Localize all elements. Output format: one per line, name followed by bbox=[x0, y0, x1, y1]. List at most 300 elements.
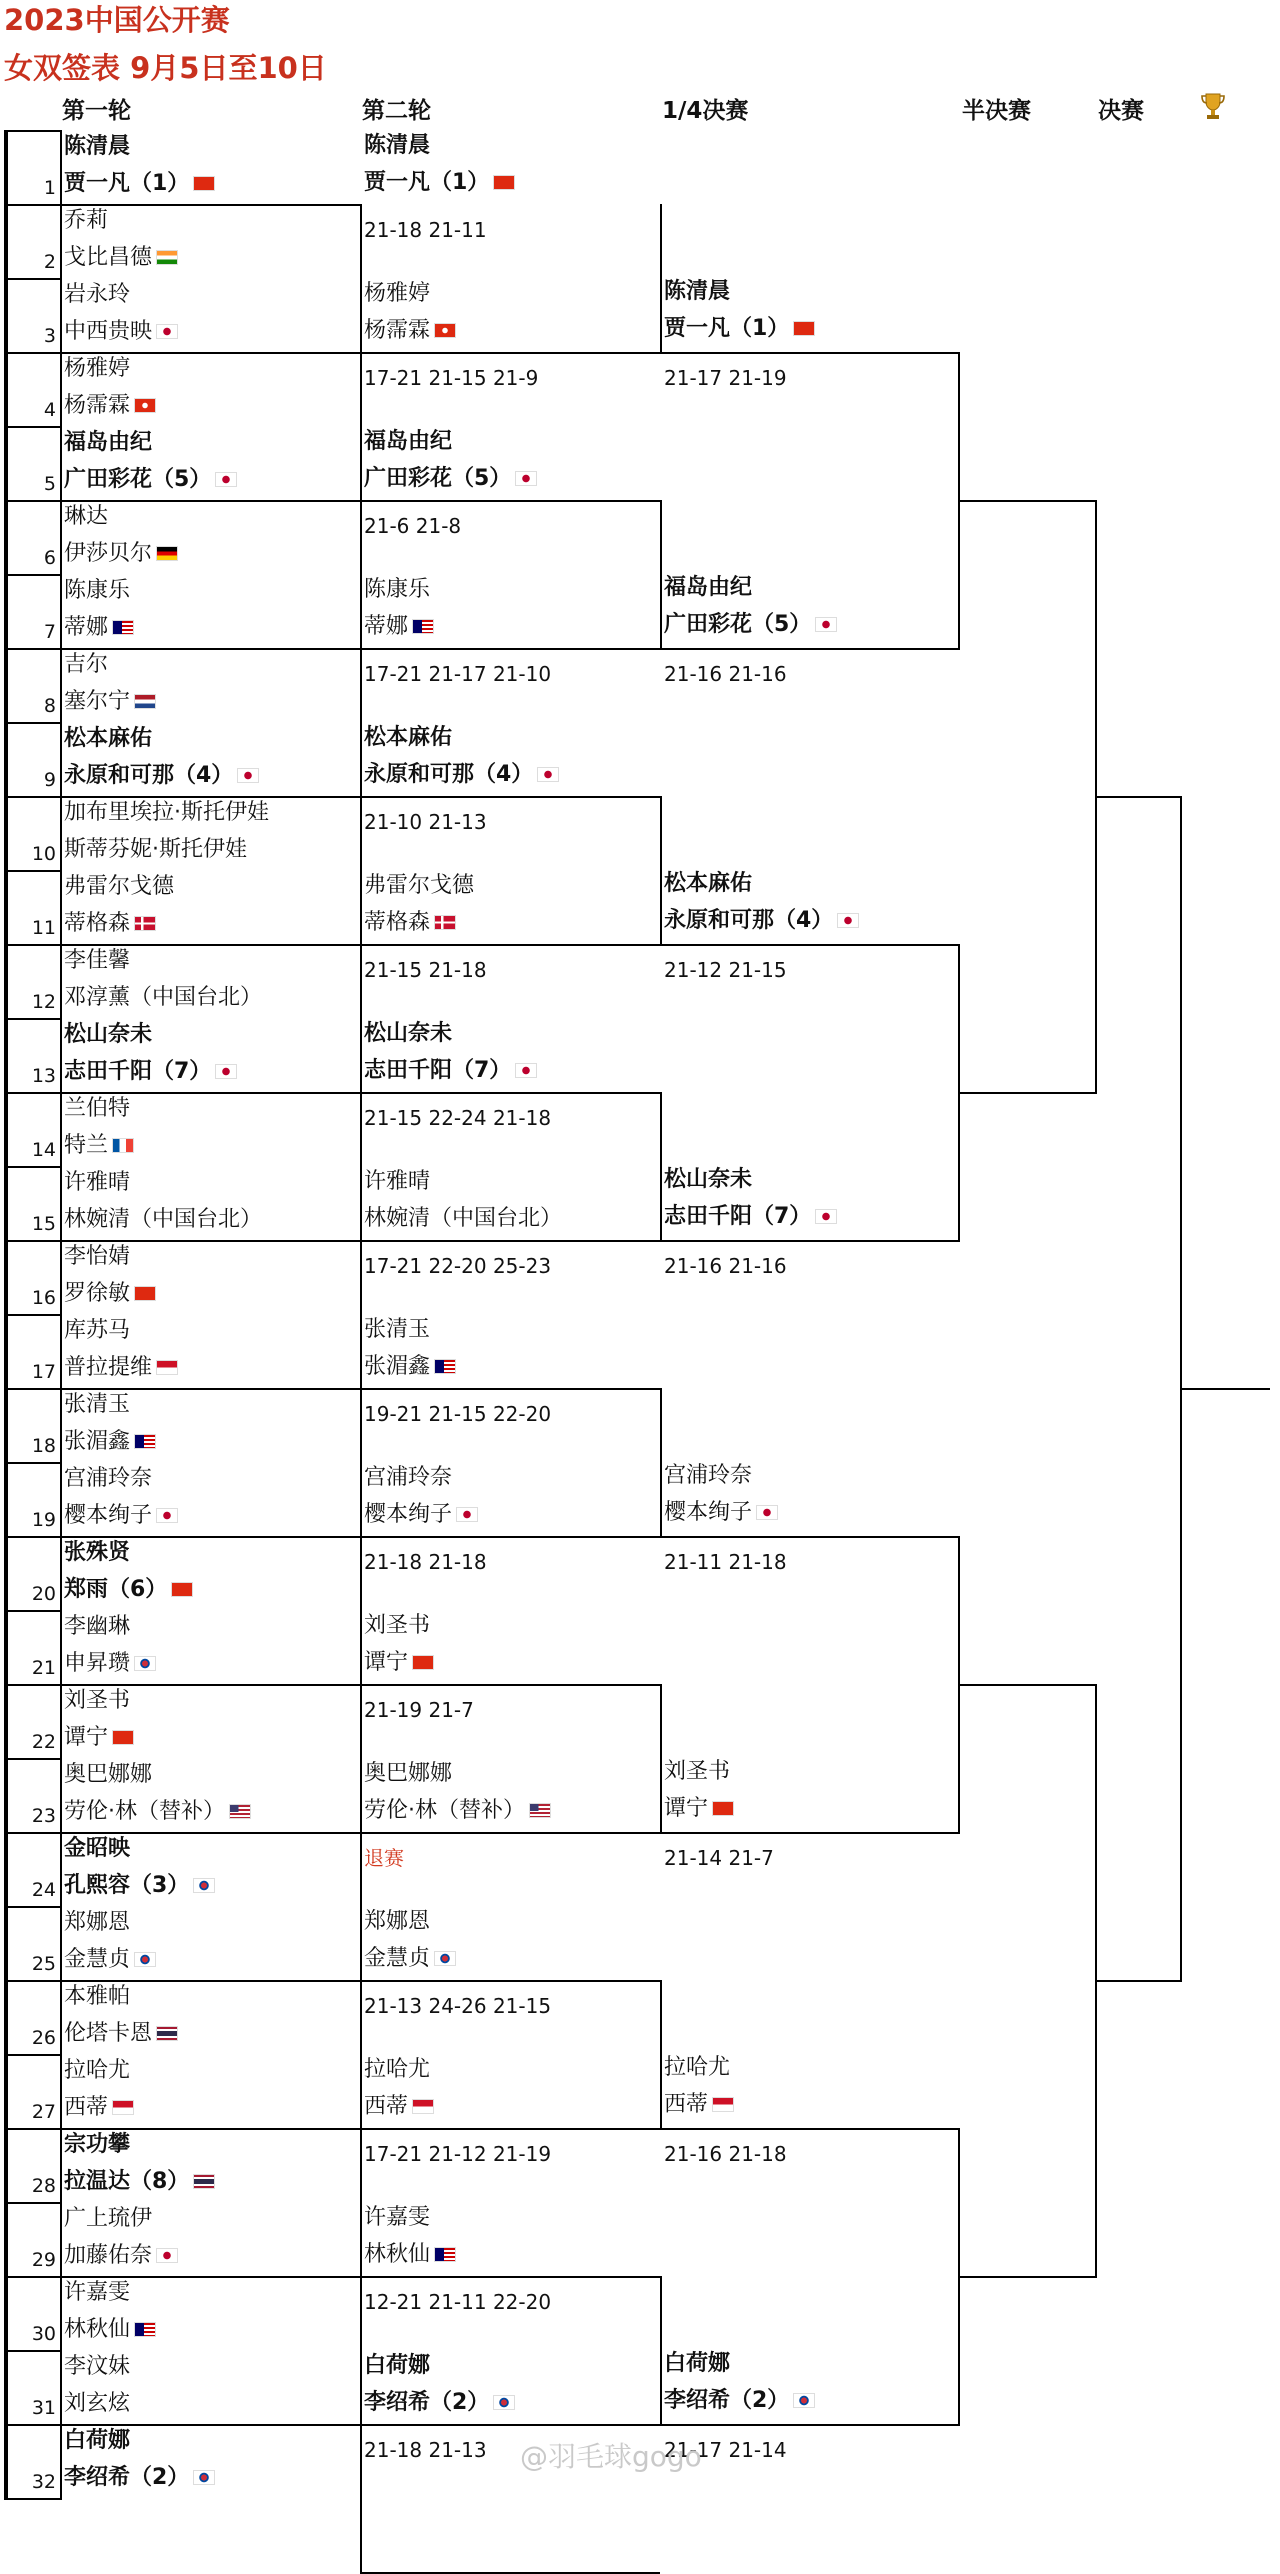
round2-bottom-line bbox=[360, 2424, 660, 2426]
flag-th-icon bbox=[193, 2174, 215, 2189]
flag-hk-icon bbox=[134, 398, 156, 413]
round2-connector bbox=[360, 1240, 362, 1390]
draw-position-number: 8 bbox=[43, 695, 56, 717]
round2-entry-player2: 张湄鑫 bbox=[364, 1352, 456, 1382]
round2-bottom-line bbox=[360, 1388, 660, 1390]
draw-position-number: 27 bbox=[31, 2101, 56, 2123]
quarterfinal-entry-player1: 白荷娜 bbox=[664, 2351, 731, 2376]
slot-divider bbox=[4, 574, 62, 576]
round1-entry-player2: 邓淳薰（中国台北） bbox=[64, 985, 263, 1010]
round1-entry-player2: 申昇瓒 bbox=[64, 1649, 156, 1679]
slot-divider bbox=[4, 722, 62, 724]
round1-entry-player2: 蒂娜 bbox=[64, 613, 134, 643]
round1-entry-player1: 许嘉雯 bbox=[64, 2280, 131, 2305]
slot-divider bbox=[4, 1092, 362, 1094]
round2-entry-player2: 蒂格森 bbox=[364, 908, 456, 938]
flag-cn-icon bbox=[412, 1655, 434, 1670]
round2-entry-player1: 陈清晨 bbox=[364, 133, 431, 158]
round1-entry-player1: 弗雷尔戈德 bbox=[64, 874, 175, 899]
round2-entry-player2: 广田彩花（5） bbox=[364, 464, 537, 494]
round1-entry-player1: 奥巴娜娜 bbox=[64, 1762, 153, 1787]
draw-position-number: 28 bbox=[31, 2175, 56, 2197]
slot-divider bbox=[4, 352, 362, 354]
draw-position-number: 19 bbox=[31, 1509, 56, 1531]
draw-position-number: 20 bbox=[31, 1583, 56, 1605]
round1-column-line bbox=[60, 130, 62, 2498]
quarterfinal-connector bbox=[660, 500, 662, 650]
round2-connector bbox=[360, 1092, 362, 1242]
round1-entry-player1: 刘圣书 bbox=[64, 1688, 131, 1713]
round2-entry-player1: 奥巴娜娜 bbox=[364, 1761, 453, 1786]
slot-divider bbox=[4, 204, 362, 206]
slot-divider bbox=[4, 1980, 362, 1982]
round2-connector bbox=[360, 1388, 362, 1538]
round1-entry-player2: 刘玄炫 bbox=[64, 2391, 131, 2416]
round1-entry-player1: 琳达 bbox=[64, 504, 109, 529]
round2-score: 21-10 21-13 bbox=[364, 810, 487, 834]
slot-divider bbox=[4, 426, 62, 428]
semifinal-line bbox=[958, 500, 1095, 502]
round1-entry-player1: 张殊贤 bbox=[64, 1540, 131, 1565]
round2-connector bbox=[360, 944, 362, 1094]
slot-divider bbox=[4, 2276, 362, 2278]
round1-entry-player1: 库苏马 bbox=[64, 1318, 131, 1343]
round2-connector bbox=[360, 352, 362, 502]
round1-entry-player1: 加布里埃拉·斯托伊娃 bbox=[64, 800, 269, 825]
round1-entry-player2: 劳伦·林（替补） bbox=[64, 1797, 251, 1827]
round2-entry-player1: 杨雅婷 bbox=[364, 281, 431, 306]
slot-divider bbox=[4, 2054, 62, 2056]
round1-entry-player2: 樱本绚子 bbox=[64, 1501, 178, 1531]
round1-entry-player2: 普拉提维 bbox=[64, 1353, 178, 1383]
slot-divider bbox=[4, 1388, 362, 1390]
draw-position-number: 15 bbox=[31, 1213, 56, 1235]
flag-my-icon bbox=[434, 2247, 456, 2262]
round2-entry-player2: 蒂娜 bbox=[364, 612, 434, 642]
slot-divider bbox=[4, 870, 62, 872]
round2-connector bbox=[360, 1684, 362, 1834]
round1-entry-player2: 加藤佑奈 bbox=[64, 2241, 178, 2271]
quarterfinal-bottom-line bbox=[660, 352, 958, 354]
round1-entry-player2: 李绍希（2） bbox=[64, 2463, 215, 2493]
round1-entry-player2: 伊莎贝尔 bbox=[64, 539, 178, 569]
round1-entry-player2: 斯蒂芬妮·斯托伊娃 bbox=[64, 837, 247, 862]
slot-divider bbox=[4, 2202, 62, 2204]
draw-position-number: 2 bbox=[43, 251, 56, 273]
round2-bottom-line bbox=[360, 796, 660, 798]
flag-my-icon bbox=[434, 1359, 456, 1374]
draw-position-number: 22 bbox=[31, 1731, 56, 1753]
round2-score: 退赛 bbox=[364, 1846, 404, 1870]
round1-entry-player2: 郑雨（6） bbox=[64, 1575, 193, 1605]
draw-position-number: 30 bbox=[31, 2323, 56, 2345]
round2-bottom-line bbox=[360, 2128, 660, 2130]
round1-entry-player2: 金慧贞 bbox=[64, 1945, 156, 1975]
draw-position-number: 31 bbox=[31, 2397, 56, 2419]
column-header-quarterfinal: 1/4决赛 bbox=[662, 98, 749, 124]
flag-de-icon bbox=[156, 546, 178, 561]
draw-position-number: 1 bbox=[43, 177, 56, 199]
slot-divider bbox=[4, 278, 62, 280]
flag-cn-icon bbox=[493, 175, 515, 190]
round2-connector bbox=[360, 2424, 362, 2574]
watermark: @羽毛球gogo bbox=[520, 2440, 702, 2473]
flag-kr-icon bbox=[134, 1656, 156, 1671]
flag-jp-icon bbox=[156, 1508, 178, 1523]
draw-position-number: 3 bbox=[43, 325, 56, 347]
flag-in-icon bbox=[156, 250, 178, 265]
quarterfinal-connector bbox=[660, 1684, 662, 1834]
round2-bottom-line bbox=[360, 648, 660, 650]
flag-jp-icon bbox=[515, 471, 537, 486]
round2-entry-player1: 许雅晴 bbox=[364, 1169, 431, 1194]
round2-score: 21-19 21-7 bbox=[364, 1698, 474, 1722]
round2-bottom-line bbox=[360, 1240, 660, 1242]
slot-divider bbox=[4, 2498, 62, 2500]
page-title: 2023中国公开赛 bbox=[4, 3, 230, 37]
flag-dk-icon bbox=[134, 916, 156, 931]
round2-connector bbox=[360, 204, 362, 354]
round2-entry-player2: 林婉清（中国台北） bbox=[364, 1206, 563, 1231]
round1-entry-player2: 蒂格森 bbox=[64, 909, 156, 939]
flag-us-icon bbox=[529, 1803, 551, 1818]
round2-entry-player1: 弗雷尔戈德 bbox=[364, 873, 475, 898]
round2-connector bbox=[360, 2276, 362, 2426]
round2-entry-player2: 劳伦·林（替补） bbox=[364, 1796, 551, 1826]
quarterfinal-bottom-line bbox=[660, 1832, 958, 1834]
quarterfinal-entry-player1: 松山奈未 bbox=[664, 1167, 753, 1192]
quarterfinal-entry-player1: 陈清晨 bbox=[664, 279, 731, 304]
round1-entry-player1: 李佳馨 bbox=[64, 948, 131, 973]
round1-entry-player1: 李怡婧 bbox=[64, 1244, 131, 1269]
flag-cn-icon bbox=[193, 176, 215, 191]
round1-entry-player2: 谭宁 bbox=[64, 1723, 134, 1753]
flag-my-icon bbox=[412, 619, 434, 634]
flag-cn-icon bbox=[134, 1286, 156, 1301]
draw-position-number: 21 bbox=[31, 1657, 56, 1679]
semifinal-line bbox=[958, 1684, 1095, 1686]
column-header-round1: 第一轮 bbox=[62, 98, 131, 124]
round1-entry-player2: 西蒂 bbox=[64, 2093, 134, 2123]
flag-kr-icon bbox=[434, 1951, 456, 1966]
quarterfinal-score: 21-11 21-18 bbox=[664, 1550, 787, 1574]
round1-entry-player2: 孔熙容（3） bbox=[64, 1871, 215, 1901]
round1-entry-player2: 林秋仙 bbox=[64, 2315, 156, 2345]
round2-entry-player2: 金慧贞 bbox=[364, 1944, 456, 1974]
round1-entry-player1: 李幽琳 bbox=[64, 1614, 131, 1639]
column-header-semifinal: 半决赛 bbox=[962, 98, 1031, 124]
slot-divider bbox=[4, 1314, 62, 1316]
round1-entry-player1: 许雅晴 bbox=[64, 1170, 131, 1195]
round1-entry-player1: 乔莉 bbox=[64, 208, 109, 233]
flag-my-icon bbox=[134, 1434, 156, 1449]
round1-entry-player1: 陈康乐 bbox=[64, 578, 131, 603]
round2-score: 21-18 21-18 bbox=[364, 1550, 487, 1574]
round2-score: 21-6 21-8 bbox=[364, 514, 462, 538]
slot-divider bbox=[4, 1462, 62, 1464]
round1-entry-player2: 贾一凡（1） bbox=[64, 169, 215, 199]
round2-connector bbox=[360, 648, 362, 798]
round2-bottom-line bbox=[360, 352, 660, 354]
flag-jp-icon bbox=[815, 1209, 837, 1224]
round1-entry-player1: 岩永玲 bbox=[64, 282, 131, 307]
round2-score: 21-18 21-13 bbox=[364, 2438, 487, 2462]
flag-jp-icon bbox=[815, 617, 837, 632]
draw-position-number: 7 bbox=[43, 621, 56, 643]
round2-score: 19-21 21-15 22-20 bbox=[364, 1402, 552, 1426]
quarterfinal-entry-player2: 永原和可那（4） bbox=[664, 906, 859, 936]
quarterfinal-entry-player2: 志田千阳（7） bbox=[664, 1202, 837, 1232]
round2-connector bbox=[360, 1832, 362, 1982]
slot-divider bbox=[4, 1832, 362, 1834]
round2-bottom-line bbox=[360, 944, 660, 946]
quarterfinal-bottom-line bbox=[660, 1536, 958, 1538]
round1-entry-player1: 宗功攀 bbox=[64, 2132, 131, 2157]
slot-divider bbox=[4, 1166, 62, 1168]
flag-kr-icon bbox=[134, 1952, 156, 1967]
draw-position-number: 23 bbox=[31, 1805, 56, 1827]
round2-connector bbox=[360, 1980, 362, 2130]
final-line bbox=[1095, 796, 1180, 798]
draw-position-number: 25 bbox=[31, 1953, 56, 1975]
draw-position-number: 6 bbox=[43, 547, 56, 569]
quarterfinal-score: 21-12 21-15 bbox=[664, 958, 787, 982]
flag-kr-icon bbox=[193, 2470, 215, 2485]
round2-score: 17-21 21-12 21-19 bbox=[364, 2142, 552, 2166]
flag-dk-icon bbox=[434, 915, 456, 930]
draw-position-number: 16 bbox=[31, 1287, 56, 1309]
flag-my-icon bbox=[134, 2322, 156, 2337]
round2-score: 17-21 21-15 21-9 bbox=[364, 366, 539, 390]
round2-entry-player2: 李绍希（2） bbox=[364, 2388, 515, 2418]
round2-entry-player1: 宫浦玲奈 bbox=[364, 1465, 453, 1490]
round2-entry-player2: 西蒂 bbox=[364, 2092, 434, 2122]
slot-divider bbox=[4, 1906, 62, 1908]
quarterfinal-bottom-line bbox=[660, 2424, 958, 2426]
quarterfinal-score: 21-14 21-7 bbox=[664, 1846, 774, 1870]
quarterfinal-bottom-line bbox=[660, 944, 958, 946]
quarterfinal-entry-player2: 谭宁 bbox=[664, 1794, 734, 1824]
round2-entry-player2: 樱本绚子 bbox=[364, 1500, 478, 1530]
flag-jp-icon bbox=[456, 1507, 478, 1522]
round1-entry-player1: 福岛由纪 bbox=[64, 430, 153, 455]
quarterfinal-entry-player2: 广田彩花（5） bbox=[664, 610, 837, 640]
round2-bottom-line bbox=[360, 1684, 660, 1686]
round2-bottom-line bbox=[360, 1980, 660, 1982]
flag-jp-icon bbox=[215, 472, 237, 487]
round2-entry-player1: 刘圣书 bbox=[364, 1613, 431, 1638]
slot-divider bbox=[4, 944, 362, 946]
flag-jp-icon bbox=[537, 767, 559, 782]
slot-divider bbox=[4, 2128, 362, 2130]
round2-score: 12-21 21-11 22-20 bbox=[364, 2290, 552, 2314]
draw-position-number: 12 bbox=[31, 991, 56, 1013]
round2-bottom-line bbox=[360, 500, 660, 502]
round1-entry-player2: 戈比昌德 bbox=[64, 243, 178, 273]
flag-cn-icon bbox=[793, 321, 815, 336]
column-header-final: 决赛 bbox=[1098, 98, 1144, 124]
draw-position-number: 11 bbox=[31, 917, 56, 939]
round1-entry-player1: 张清玉 bbox=[64, 1392, 131, 1417]
draw-position-number: 17 bbox=[31, 1361, 56, 1383]
quarterfinal-entry-player1: 福岛由纪 bbox=[664, 575, 753, 600]
flag-kr-icon bbox=[193, 1878, 215, 1893]
flag-cn-icon bbox=[112, 1730, 134, 1745]
flag-id-icon bbox=[712, 2097, 734, 2112]
flag-hk-icon bbox=[434, 323, 456, 338]
flag-cn-icon bbox=[712, 1801, 734, 1816]
draw-position-number: 18 bbox=[31, 1435, 56, 1457]
slot-divider bbox=[4, 1536, 362, 1538]
flag-jp-icon bbox=[756, 1505, 778, 1520]
slot-divider bbox=[4, 1610, 62, 1612]
round2-entry-player2: 杨霈霖 bbox=[364, 316, 456, 346]
final-line bbox=[1095, 1980, 1180, 1982]
quarterfinal-score: 21-17 21-19 bbox=[664, 366, 787, 390]
round2-entry-player1: 张清玉 bbox=[364, 1317, 431, 1342]
round1-entry-player1: 松本麻佑 bbox=[64, 726, 153, 751]
semifinal-line bbox=[958, 1092, 1095, 1094]
champion-line bbox=[1180, 1388, 1270, 1390]
quarterfinal-entry-player2: 贾一凡（1） bbox=[664, 314, 815, 344]
draw-position-number: 9 bbox=[43, 769, 56, 791]
round1-entry-player1: 拉哈尤 bbox=[64, 2058, 131, 2083]
quarterfinal-entry-player2: 西蒂 bbox=[664, 2090, 734, 2120]
quarterfinal-score: 21-16 21-16 bbox=[664, 1254, 787, 1278]
round2-connector bbox=[360, 796, 362, 946]
quarterfinal-bottom-line bbox=[660, 2128, 958, 2130]
draw-position-number: 13 bbox=[31, 1065, 56, 1087]
quarterfinal-bottom-line bbox=[660, 648, 958, 650]
flag-jp-icon bbox=[237, 768, 259, 783]
quarterfinal-connector bbox=[660, 2276, 662, 2426]
round1-entry-player2: 杨霈霖 bbox=[64, 391, 156, 421]
round1-entry-player2: 志田千阳（7） bbox=[64, 1057, 237, 1087]
page-subtitle: 女双签表 9月5日至10日 bbox=[4, 51, 327, 85]
flag-jp-icon bbox=[515, 1063, 537, 1078]
round2-score: 21-15 22-24 21-18 bbox=[364, 1106, 552, 1130]
quarterfinal-entry-player1: 宫浦玲奈 bbox=[664, 1463, 753, 1488]
quarterfinal-score: 21-16 21-18 bbox=[664, 2142, 787, 2166]
round1-entry-player2: 罗徐敏 bbox=[64, 1279, 156, 1309]
round2-bottom-line bbox=[360, 2276, 660, 2278]
quarterfinal-connector bbox=[660, 1388, 662, 1538]
round2-entry-player1: 许嘉雯 bbox=[364, 2205, 431, 2230]
flag-kr-icon bbox=[793, 2393, 815, 2408]
round1-entry-player2: 张湄鑫 bbox=[64, 1427, 156, 1457]
flag-us-icon bbox=[229, 1804, 251, 1819]
round1-entry-player1: 本雅帕 bbox=[64, 1984, 131, 2009]
round1-entry-player2: 拉温达（8） bbox=[64, 2167, 215, 2197]
round2-entry-player1: 松山奈未 bbox=[364, 1021, 453, 1046]
slot-divider bbox=[4, 1684, 362, 1686]
draw-position-number: 29 bbox=[31, 2249, 56, 2271]
flag-cn-icon bbox=[171, 1582, 193, 1597]
slot-divider bbox=[4, 500, 362, 502]
round2-score: 17-21 21-17 21-10 bbox=[364, 662, 552, 686]
round1-entry-player1: 松山奈未 bbox=[64, 1022, 153, 1047]
round2-connector bbox=[360, 500, 362, 650]
quarterfinal-connector bbox=[660, 1092, 662, 1242]
round2-entry-player1: 白荷娜 bbox=[364, 2353, 431, 2378]
quarterfinal-entry-player1: 松本麻佑 bbox=[664, 871, 753, 896]
round2-connector bbox=[360, 2128, 362, 2278]
draw-position-number: 14 bbox=[31, 1139, 56, 1161]
quarterfinal-connector bbox=[660, 796, 662, 946]
draw-position-number: 26 bbox=[31, 2027, 56, 2049]
quarterfinal-bottom-line bbox=[660, 1240, 958, 1242]
round2-entry-player1: 拉哈尤 bbox=[364, 2057, 431, 2082]
round1-entry-player1: 广上琉伊 bbox=[64, 2206, 153, 2231]
round1-entry-player1: 白荷娜 bbox=[64, 2428, 131, 2453]
quarterfinal-connector bbox=[660, 204, 662, 354]
round1-entry-player1: 陈清晨 bbox=[64, 134, 131, 159]
column-header-round2: 第二轮 bbox=[362, 98, 431, 124]
round2-entry-player1: 陈康乐 bbox=[364, 577, 431, 602]
round2-entry-player1: 福岛由纪 bbox=[364, 429, 453, 454]
round1-entry-player1: 兰伯特 bbox=[64, 1096, 131, 1121]
draw-position-number: 4 bbox=[43, 399, 56, 421]
round2-score: 21-15 21-18 bbox=[364, 958, 487, 982]
round2-entry-player2: 谭宁 bbox=[364, 1648, 434, 1678]
round2-score: 17-21 22-20 25-23 bbox=[364, 1254, 552, 1278]
round1-entry-player1: 李汶妹 bbox=[64, 2354, 131, 2379]
flag-jp-icon bbox=[156, 324, 178, 339]
quarterfinal-score: 21-17 21-14 bbox=[664, 2438, 787, 2462]
slot-divider bbox=[4, 1018, 62, 1020]
round2-bottom-line bbox=[360, 1092, 660, 1094]
quarterfinal-entry-player1: 刘圣书 bbox=[664, 1759, 731, 1784]
round1-entry-player2: 塞尔宁 bbox=[64, 687, 156, 717]
round2-score: 21-13 24-26 21-15 bbox=[364, 1994, 552, 2018]
flag-nl-icon bbox=[134, 694, 156, 709]
draw-position-number: 24 bbox=[31, 1879, 56, 1901]
round1-entry-player2: 中西贵映 bbox=[64, 317, 178, 347]
draw-position-number: 32 bbox=[31, 2471, 56, 2493]
flag-jp-icon bbox=[215, 1064, 237, 1079]
round2-bottom-line bbox=[360, 1832, 660, 1834]
slot-divider bbox=[4, 2424, 362, 2426]
slot-divider bbox=[4, 1758, 62, 1760]
quarterfinal-entry-player2: 樱本绚子 bbox=[664, 1498, 778, 1528]
slot-divider bbox=[4, 1240, 362, 1242]
flag-id-icon bbox=[112, 2100, 134, 2115]
flag-th-icon bbox=[156, 2026, 178, 2041]
quarterfinal-entry-player1: 拉哈尤 bbox=[664, 2055, 731, 2080]
quarterfinal-connector bbox=[660, 1980, 662, 2130]
flag-id-icon bbox=[412, 2099, 434, 2114]
flag-kr-icon bbox=[493, 2395, 515, 2410]
trophy-icon bbox=[1200, 92, 1226, 122]
slot-divider bbox=[4, 130, 62, 132]
draw-position-number: 5 bbox=[43, 473, 56, 495]
round2-entry-player1: 松本麻佑 bbox=[364, 725, 453, 750]
slot-divider bbox=[4, 2350, 62, 2352]
semifinal-line bbox=[958, 2276, 1095, 2278]
quarterfinal-score: 21-16 21-16 bbox=[664, 662, 787, 686]
round1-entry-player1: 金昭映 bbox=[64, 1836, 131, 1861]
flag-jp-icon bbox=[156, 2248, 178, 2263]
quarterfinal-entry-player2: 李绍希（2） bbox=[664, 2386, 815, 2416]
round1-entry-player2: 广田彩花（5） bbox=[64, 465, 237, 495]
round2-entry-player2: 志田千阳（7） bbox=[364, 1056, 537, 1086]
round2-entry-player2: 贾一凡（1） bbox=[364, 168, 515, 198]
round1-entry-player1: 郑娜恩 bbox=[64, 1910, 131, 1935]
round1-entry-player2: 特兰 bbox=[64, 1131, 134, 1161]
flag-id-icon bbox=[156, 1360, 178, 1375]
round1-entry-player1: 吉尔 bbox=[64, 652, 109, 677]
round2-connector bbox=[360, 1536, 362, 1686]
